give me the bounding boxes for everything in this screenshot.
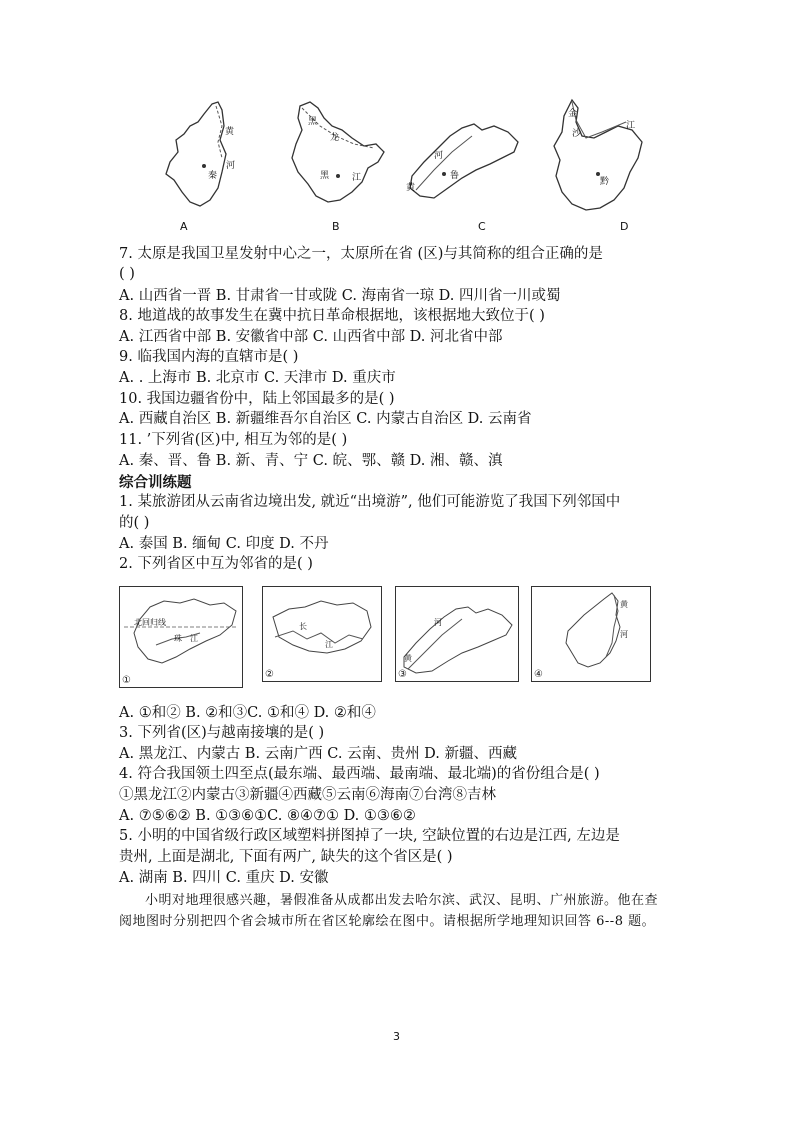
boxed-map-3-label-2: 黄 [404,654,412,663]
boxed-province-maps [119,586,679,690]
practice-question-4-options: A. ⑦⑤⑥② B. ①③⑥①C. ⑧④⑦① D. ①③⑥② [119,808,416,824]
practice-question-1: 1. 某旅游团从云南省边境出发, 就近“出境游”, 他们可能游览了我国下列邻国中 [119,494,621,510]
boxed-map-3-label-1: 河 [434,618,442,627]
question-7: 7. 太原是我国卫星发射中心之一，太原所在省 (区)与其简称的组合正确的是 [119,246,603,262]
map-b-letter: B [332,220,340,233]
question-8-options: A. 江西省中部 B. 安徽省中部 C. 山西省中部 D. 河北省中部 [119,329,503,345]
question-8: 8. 地道战的故事发生在冀中抗日革命根据地，该根据地大致位于( ) [119,308,545,324]
boxed-map-4-number: ④ [534,669,543,680]
map-c-label-2: 鲁 [450,171,460,181]
map-a-outline [152,96,262,226]
map-d-outline [542,96,652,226]
map-c-label-3: 黄 [406,183,416,193]
map-d-label-2: 江 [626,121,636,131]
boxed-map-4-label-2: 河 [620,630,628,639]
boxed-map-2-label-1: 长 [299,622,307,631]
question-9: 9. 临我国内海的直辖市是( ) [119,349,299,365]
boxed-map-2-number: ② [265,669,274,680]
practice-question-3-options: A. 黑龙江、内蒙古 B. 云南广西 C. 云南、贵州 D. 新疆、西藏 [119,746,518,762]
boxed-map-4-outline [532,587,650,681]
map-b [280,96,392,238]
boxed-map-2-label-2: 江 [325,640,333,649]
boxed-map-4 [531,586,651,682]
map-a-letter: A [180,220,188,233]
boxed-map-3 [395,586,519,682]
practice-question-2: 2. 下列省区中互为邻省的是( ) [119,556,313,572]
map-a-label-3: 河 [226,161,236,171]
question-11: 11. ’下列省(区)中, 相互为邻的是( ) [119,432,348,448]
map-c [404,96,526,238]
reading-paragraph-line-2: 阅地图时分别把四个省会城市所在省区轮廓绘在图中。请根据所学地理知识回答 6--8 题。 [119,914,656,929]
practice-question-4: 4. 符合我国领土四至点(最东端、最西端、最南端、最北端)的省份组合是( ) [119,766,600,782]
practice-question-5-options: A. 湖南 B. 四川 C. 重庆 D. 安徽 [119,870,329,886]
boxed-map-2 [262,586,382,682]
section-title: 综合训练题 [119,475,192,491]
practice-question-1-options: A. 泰国 B. 缅甸 C. 印度 D. 不丹 [119,536,329,552]
question-7-blank: ( ) [119,266,135,282]
question-11-options: A. 秦、晋、鲁 B. 新、青、宁 C. 皖、鄂、赣 D. 湘、赣、滇 [119,453,503,469]
practice-question-4-list: ①黑龙江②内蒙古③新疆④西藏⑤云南⑥海南⑦台湾⑧吉林 [119,787,496,803]
map-c-outline [404,96,526,226]
map-b-outline [280,96,392,226]
boxed-map-4-label-1: 黄 [620,600,628,609]
map-b-label-2: 龙 [330,133,340,143]
question-7-options: A. 山西省一晋 B. 甘肃省一甘或陇 C. 海南省一琼 D. 四川省一川或蜀 [119,288,561,304]
boxed-map-3-outline [396,587,518,681]
map-a-label-1: 黄 [225,127,235,137]
map-b-label-1: 黑 [308,117,318,127]
map-d-label-4: 黔 [600,177,610,187]
map-a-label-2: 秦 [208,171,218,181]
map-d [542,96,652,238]
practice-question-2-options: A. ①和② B. ②和③C. ①和④ D. ②和④ [119,705,376,721]
question-10: 10. 我国边疆省份中，陆上邻国最多的是( ) [119,391,395,407]
boxed-map-1 [119,586,243,688]
boxed-map-1-label-2: 珠 [174,634,182,643]
boxed-map-2-outline [263,587,381,681]
boxed-map-1-number: ① [122,675,131,686]
map-d-label-1: 金 [568,109,578,119]
practice-question-5-cont: 贵州, 上面是湖北, 下面有两广, 缺失的这个省区是( ) [119,849,453,865]
map-b-label-4: 江 [352,173,362,183]
map-d-label-3: 沙 [572,129,582,139]
boxed-map-1-label-3: 江 [190,634,198,643]
boxed-map-1-label-1: 北回归线 [134,618,166,627]
practice-question-5: 5. 小明的中国省级行政区域塑料拼图掉了一块, 空缺位置的右边是江西, 左边是 [119,828,620,844]
reading-paragraph-line-1: 小明对地理很感兴趣，暑假准备从成都出发去哈尔滨、武汉、昆明、广州旅游。他在查 [145,893,659,908]
question-9-options: A. . 上海市 B. 北京市 C. 天津市 D. 重庆市 [119,370,396,386]
map-d-letter: D [620,220,629,233]
boxed-map-3-number: ③ [398,669,407,680]
map-c-label-1: 河 [434,151,444,161]
practice-question-3: 3. 下列省(区)与越南接壤的是( ) [119,725,325,741]
map-a [152,96,262,238]
map-b-label-3: 黑 [320,171,330,181]
practice-question-1-cont: 的( ) [119,515,150,531]
top-province-maps [152,96,652,238]
page-number: 3 [393,1030,400,1043]
reading-paragraph [119,890,679,932]
question-10-options: A. 西藏自治区 B. 新疆维吾尔自治区 C. 内蒙古自治区 D. 云南省 [119,411,532,427]
map-c-letter: C [478,220,486,233]
